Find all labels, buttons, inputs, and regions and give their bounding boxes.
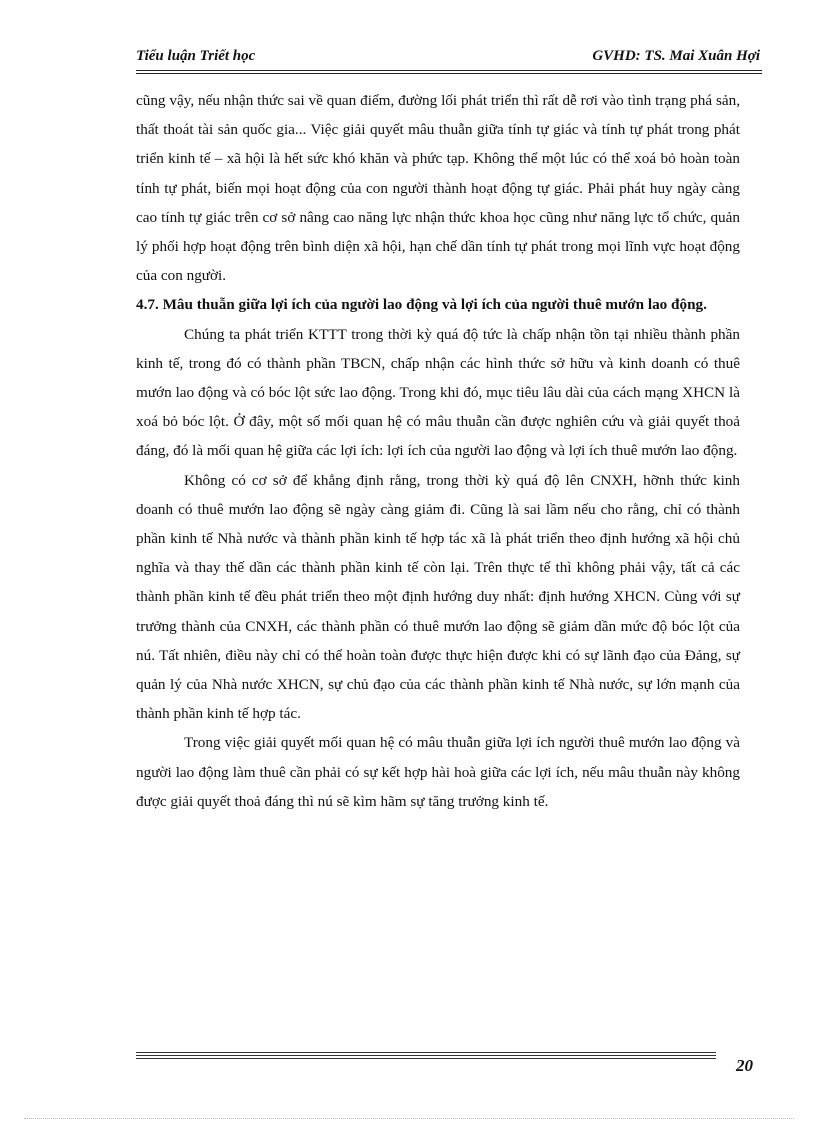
paragraph: Trong việc giải quyết mối quan hệ có mâu thuẫn giữa lợi ích người thuê mướn lao động và người lao động làm thuê cần phải có sự kết hợp hài hoà giữa các lợi ích, nếu mâu thuẫn này không được giải quyết thoả đáng thì nú sẽ kìm hãm sự tăng trưởng kinh tế.	[136, 734, 740, 810]
header-rule-thick	[136, 70, 762, 71]
header-supervisor: GVHD: TS. Mai Xuân Hợi	[592, 48, 760, 64]
section-heading: 4.7. Mâu thuẫn giữa lợi ích của người lao động và lợi ích của người thuê mướn lao động.	[136, 296, 707, 314]
paragraph: Không có cơ sở để khẳng định rằng, trong thời kỳ quá độ lên CNXH, hỡnh thức kinh doanh có thuê mướn lao động sẽ ngày càng giảm đi. Cũng là sai lầm nếu cho rằng, chỉ có thành phần kinh tế Nhà nước và thành phần kinh tế hợp tác xã là phát triển theo định hướng xã hội chủ nghĩa và thay thế dần các thành phần kinh tế còn lại. Trên thực tế thì không phải vậy, tất cả các thành phần kinh tế đều phát triển theo một định hướng duy nhất: định hướng XHCN. Cùng với sự trưởng thành của CNXH, các thành phần có thuê mướn lao động sẽ giảm dần mức độ bóc lột của nú. Tất nhiên, điều này chỉ có thể hoàn toàn được thực hiện được khi có sự lãnh đạo của Đảng, sự quản lý của Nhà nước XHCN, sự chủ đạo của các thành phần kinh tế Nhà nước, sự lớn mạnh của thành phần kinh tế hợp tác.	[136, 471, 740, 723]
header-rule-thin	[136, 73, 762, 74]
body-text	[136, 86, 740, 816]
footer-rule-1	[136, 1052, 716, 1053]
paragraph-continuation: cũng vậy, nếu nhận thức sai về quan điểm, đường lối phát triển thì rất dễ rơi vào tình trạng phá sản, thất thoát tài sản quốc gia... Việc giải quyết mâu thuẫn giữa tính tự giác và tính tự phát trong phát triển kinh tế – xã hội là hết sức khó khăn và phức tạp. Không thể một lúc có thể xoá bỏ hoàn toàn tính tự phát, biến mọi hoạt động của con người thành hoạt động tự giác. Phải phát huy ngày càng cao tính tự giác trên cơ sở nâng cao năng lực nhận thức khoa học cũng như năng lực tổ chức, quản lý phối hợp hoạt động trên bình diện xã hội, hạn chế dần tính tự phát trong mọi lĩnh vực hoạt động của con người.	[136, 92, 740, 285]
header-course-title: Tiểu luận Triết học	[136, 48, 256, 64]
page-number: 20	[736, 1056, 753, 1075]
page-header	[136, 48, 760, 70]
footer-rule-3	[136, 1058, 716, 1059]
footer-rule-2	[136, 1055, 716, 1056]
paragraph: Chúng ta phát triển KTTT trong thời kỳ quá độ tức là chấp nhận tồn tại nhiều thành phần kinh tế, trong đó có thành phần TBCN, chấp nhận các hình thức sở hữu và kinh doanh có thuê mướn lao động và có bóc lột sức lao động. Trong khi đó, mục tiêu lâu dài của cách mạng XHCN là xoá bỏ bóc lột. Ở đây, một số mối quan hệ có mâu thuẫn cần được nghiên cứu và giải quyết thoả đáng, đó là mối quan hệ giữa các lợi ích: lợi ích của người lao động và lợi ích thuê mướn lao động.	[136, 325, 740, 460]
page-bottom-border	[24, 1118, 794, 1119]
